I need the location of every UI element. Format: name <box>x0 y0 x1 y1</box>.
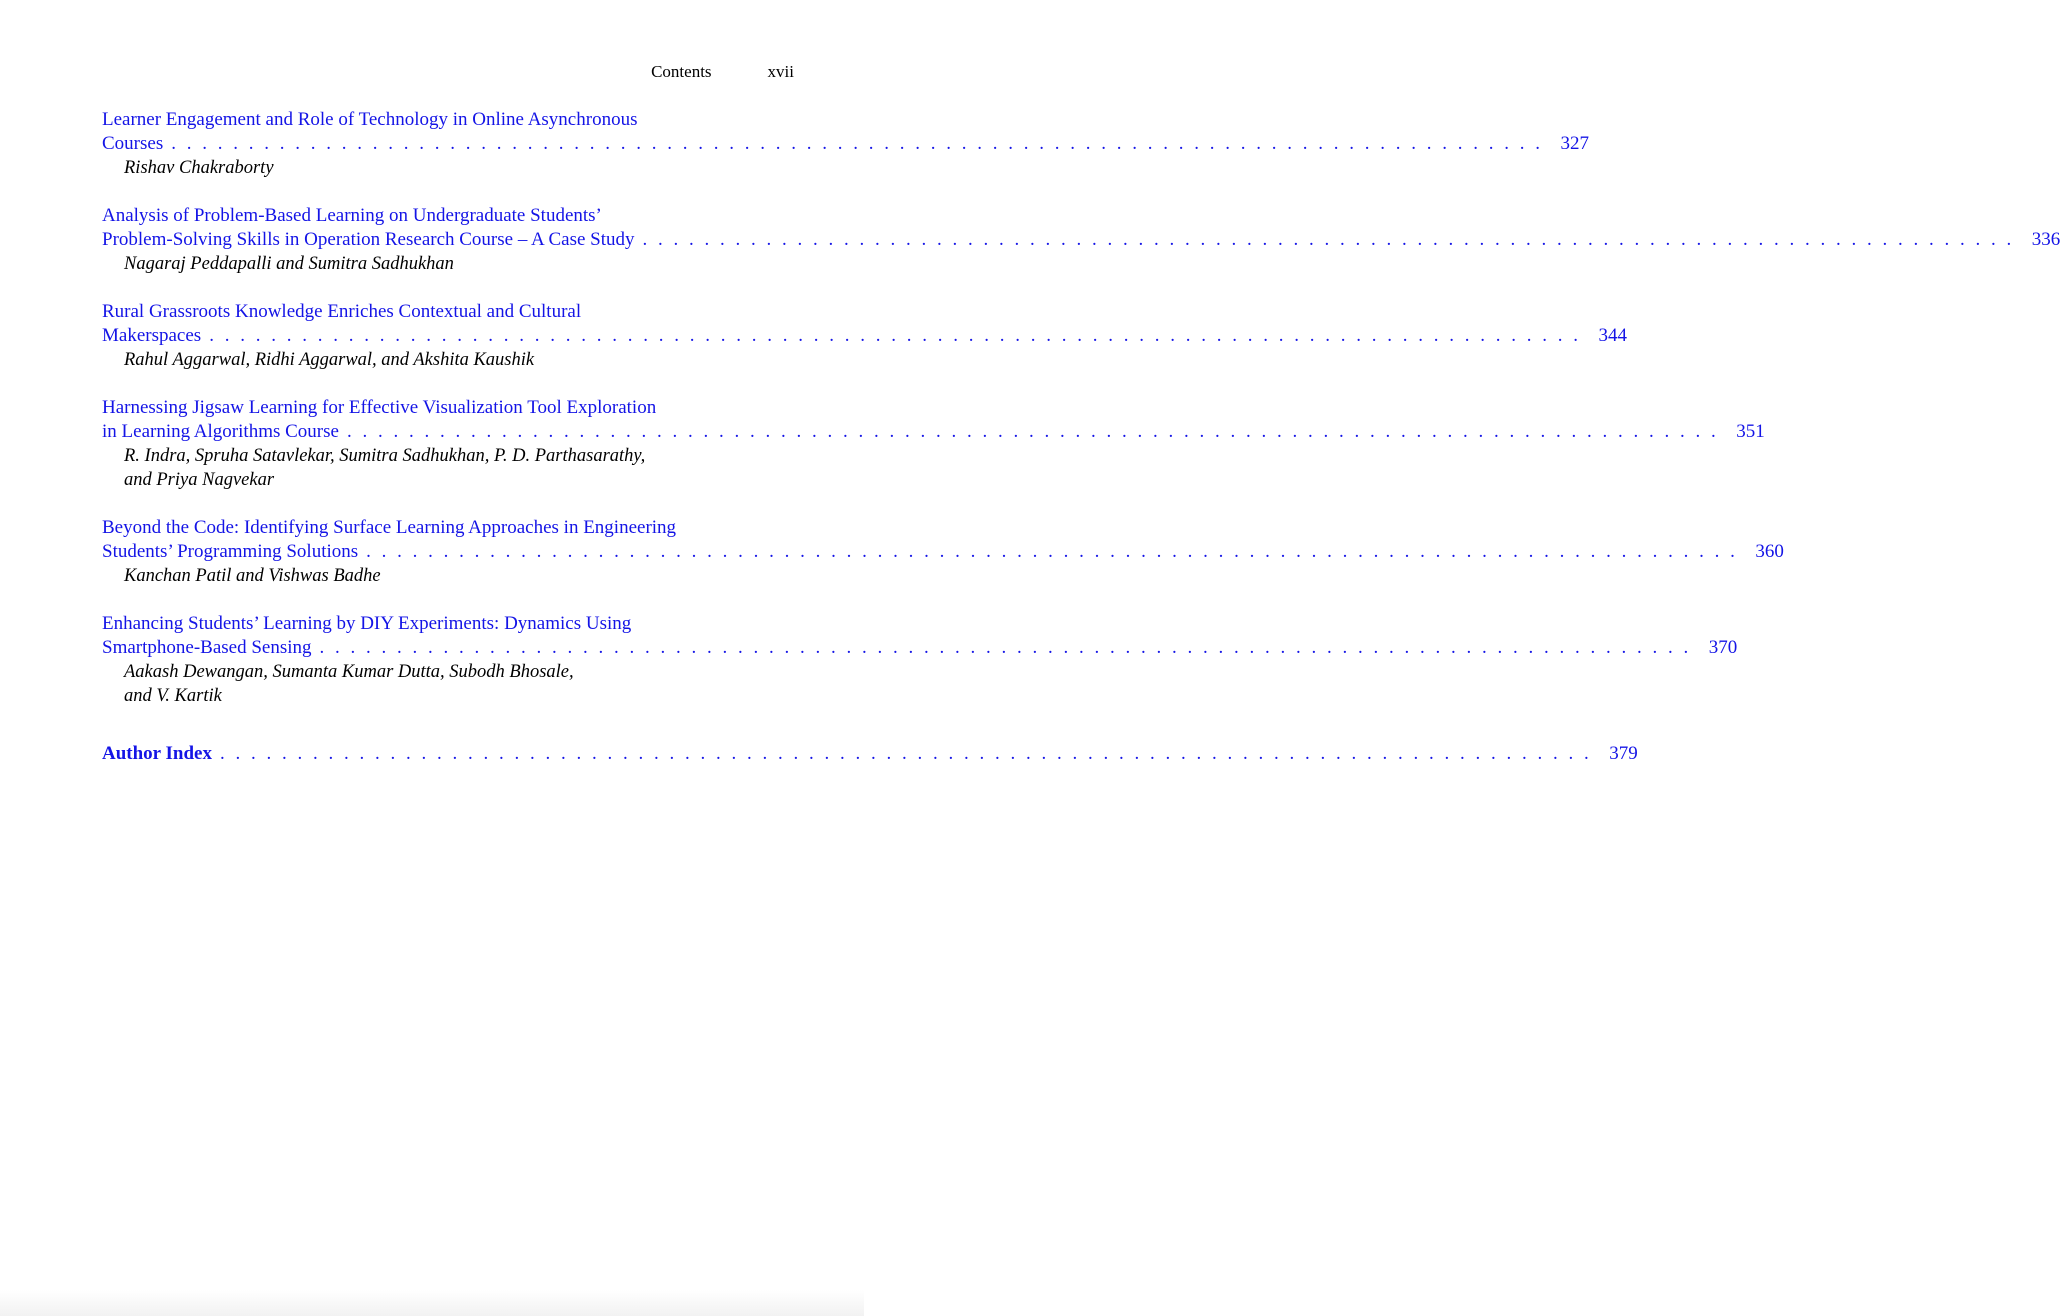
toc-entry-page-number: 327 <box>1560 133 1589 154</box>
toc-entry-title-text: in Learning Algorithms Course <box>102 421 339 442</box>
toc-entry-title-link[interactable] <box>102 396 1765 444</box>
toc-entry-page-number: 360 <box>1755 541 1784 562</box>
author-index-line <box>102 742 1638 766</box>
toc-entry-title-link[interactable] <box>102 204 2060 252</box>
toc-entry-title-last-line <box>102 636 1738 660</box>
toc-entry <box>102 396 1765 492</box>
toc-entry-authors: Rahul Aggarwal, Ridhi Aggarwal, and Akshita Kaushik <box>124 350 535 370</box>
toc-entry-title-link[interactable] <box>102 516 1784 564</box>
toc-entry <box>102 108 1589 180</box>
toc-entry-title-last-line <box>102 540 1784 564</box>
dot-leader: . . . . . . . . . . . . . . . . . . . . . . . . . . . . . . . . . . . . . . . . . . . . . . . . . . . . . . . . . . . . . . . . . . . . . . . . . . . . . . . . . . . . . . . . . <box>366 541 1738 562</box>
toc-entry-authors: and V. Kartik <box>124 686 222 706</box>
toc-entry <box>102 300 1627 372</box>
dot-leader: . . . . . . . . . . . . . . . . . . . . . . . . . . . . . . . . . . . . . . . . . . . . . . . . . . . . . . . . . . . . . . . . . . . . . . . . . . . . . . . . . . . . . . . . . <box>209 325 1581 346</box>
author-index-entry <box>102 742 1638 766</box>
running-header <box>651 62 794 82</box>
toc-entry-page-number: 370 <box>1708 637 1738 658</box>
dot-leader: . . . . . . . . . . . . . . . . . . . . . . . . . . . . . . . . . . . . . . . . . . . . . . . . . . . . . . . . . . . . . . . . . . . . . . . . . . . . . . . . . . . . . . . . . <box>219 743 1592 764</box>
toc-entry-title-last-line <box>102 324 1627 348</box>
toc-entry-title-text: Makerspaces <box>102 325 202 346</box>
toc-entry <box>102 612 1738 708</box>
toc-entry-title-text: Problem-Solving Skills in Operation Research Course – A Case Study <box>102 229 635 250</box>
toc-entry <box>102 204 2060 276</box>
toc-entry-title-text: Courses <box>102 133 164 154</box>
toc-entry-title-link[interactable] <box>102 612 1738 660</box>
toc-entry-authors: Nagaraj Peddapalli and Sumitra Sadhukhan <box>124 254 454 274</box>
toc-entry-title-line: Enhancing Students’ Learning by DIY Experiments: Dynamics Using <box>102 613 632 634</box>
toc-entry-title-text: Students’ Programming Solutions <box>102 541 359 562</box>
toc-entry-title-line: Beyond the Code: Identifying Surface Learning Approaches in Engineering <box>102 517 677 538</box>
toc-entry-title-line: Learner Engagement and Role of Technology in Online Asynchronous <box>102 109 638 130</box>
header-page-number: xvii <box>767 62 794 81</box>
toc-entry-title-line: Analysis of Problem-Based Learning on Undergraduate Students’ <box>102 205 602 226</box>
author-index-link[interactable] <box>102 742 1638 766</box>
toc-entry-title-link[interactable] <box>102 108 1589 156</box>
toc-entry-page-number: 344 <box>1598 325 1627 346</box>
toc-entry-page-number: 351 <box>1736 421 1765 442</box>
toc-entry-title-text: Smartphone-Based Sensing <box>102 637 312 658</box>
toc-entry <box>102 516 1784 588</box>
toc-entry-title-last-line <box>102 420 1765 444</box>
toc-entry-authors: R. Indra, Spruha Satavlekar, Sumitra Sadhukhan, P. D. Parthasarathy, <box>124 446 646 466</box>
author-index-label: Author Index <box>102 743 212 764</box>
dot-leader: . . . . . . . . . . . . . . . . . . . . . . . . . . . . . . . . . . . . . . . . . . . . . . . . . . . . . . . . . . . . . . . . . . . . . . . . . . . . . . . . . . . . . . . . . <box>642 229 2015 250</box>
toc-entry-title-link[interactable] <box>102 300 1627 348</box>
toc-entry-authors: Rishav Chakraborty <box>124 158 274 178</box>
table-of-contents <box>102 108 2060 790</box>
dot-leader: . . . . . . . . . . . . . . . . . . . . . . . . . . . . . . . . . . . . . . . . . . . . . . . . . . . . . . . . . . . . . . . . . . . . . . . . . . . . . . . . . . . . . . . . . <box>319 637 1692 658</box>
toc-entry-authors: and Priya Nagvekar <box>124 470 275 490</box>
toc-entry-page-number: 336 <box>2031 229 2060 250</box>
toc-entry-authors: Kanchan Patil and Vishwas Badhe <box>124 566 381 586</box>
dot-leader: . . . . . . . . . . . . . . . . . . . . . . . . . . . . . . . . . . . . . . . . . . . . . . . . . . . . . . . . . . . . . . . . . . . . . . . . . . . . . . . . . . . . . . . . . <box>346 421 1719 442</box>
toc-entry-authors: Aakash Dewangan, Sumanta Kumar Dutta, Subodh Bhosale, <box>124 662 574 682</box>
header-section-title: Contents <box>651 62 712 81</box>
toc-entry-title-last-line <box>102 228 2060 252</box>
toc-entry-title-last-line <box>102 132 1589 156</box>
author-index-page-number: 379 <box>1609 743 1638 764</box>
toc-entry-title-line: Harnessing Jigsaw Learning for Effective Visualization Tool Exploration <box>102 397 657 418</box>
page-bottom-edge <box>0 1290 864 1316</box>
dot-leader: . . . . . . . . . . . . . . . . . . . . . . . . . . . . . . . . . . . . . . . . . . . . . . . . . . . . . . . . . . . . . . . . . . . . . . . . . . . . . . . . . . . . . . . . . <box>171 133 1543 154</box>
toc-entry-title-line: Rural Grassroots Knowledge Enriches Contextual and Cultural <box>102 301 582 322</box>
